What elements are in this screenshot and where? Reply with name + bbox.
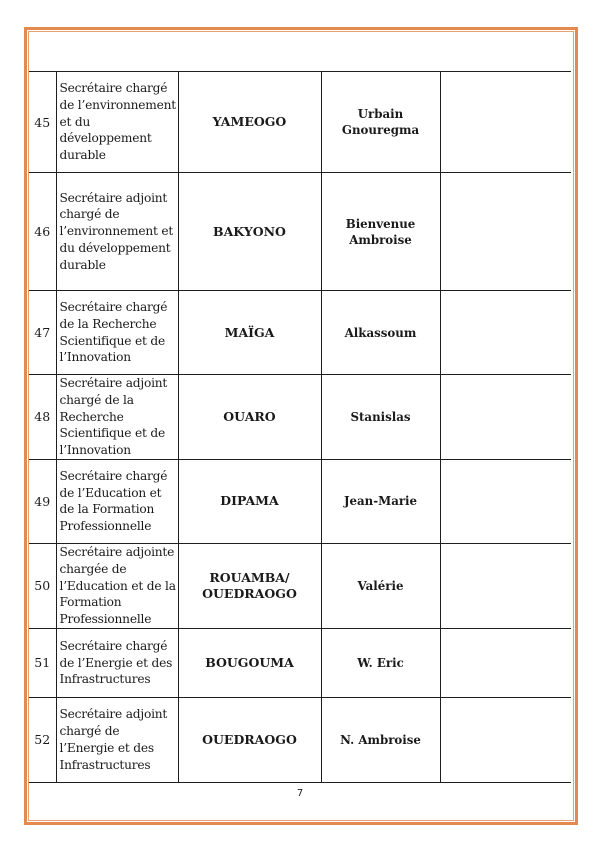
row-number: 51 <box>29 628 56 697</box>
first-name-cell: Alkassoum <box>321 291 440 375</box>
empty-cell <box>440 628 571 697</box>
last-name-cell: OUARO <box>178 375 321 460</box>
first-name-cell: W. Eric <box>321 628 440 697</box>
table-row <box>29 375 571 460</box>
last-name-cell: OUEDRAOGO <box>178 697 321 782</box>
role-cell: Secrétaire chargé de la Recherche Scientifique et de l’Innovation <box>56 291 178 375</box>
table-row <box>29 543 571 628</box>
empty-cell <box>440 697 571 782</box>
page-number: 7 <box>296 788 304 799</box>
first-name-cell: Stanislas <box>321 375 440 460</box>
row-number: 46 <box>29 173 56 291</box>
role-cell: Secrétaire chargé de l’Education et de la Formation Professionnelle <box>56 459 178 543</box>
first-name-cell: Bienvenue Ambroise <box>321 173 440 291</box>
first-name-cell: Jean-Marie <box>321 459 440 543</box>
row-number: 52 <box>29 697 56 782</box>
empty-cell <box>440 72 571 173</box>
table-row <box>29 173 571 291</box>
last-name-cell: ROUAMBA/ OUEDRAOGO <box>178 543 321 628</box>
role-cell: Secrétaire chargé de l’environnement et du développement durable <box>56 72 178 173</box>
table-row <box>29 697 571 782</box>
empty-cell <box>440 543 571 628</box>
row-number: 48 <box>29 375 56 460</box>
last-name-cell: YAMEOGO <box>178 72 321 173</box>
last-name-cell: DIPAMA <box>178 459 321 543</box>
last-name-cell: BAKYONO <box>178 173 321 291</box>
row-number: 49 <box>29 459 56 543</box>
role-cell: Secrétaire adjointe chargée de l’Education et de la Formation Professionnelle <box>56 543 178 628</box>
table-row <box>29 628 571 697</box>
table-row <box>29 291 571 375</box>
table-row <box>29 72 571 173</box>
empty-cell <box>440 375 571 460</box>
row-number: 47 <box>29 291 56 375</box>
row-number: 45 <box>29 72 56 173</box>
officers-table <box>29 71 571 783</box>
empty-cell <box>440 459 571 543</box>
role-cell: Secrétaire adjoint chargé de l’Energie et des Infrastructures <box>56 697 178 782</box>
first-name-cell: Valérie <box>321 543 440 628</box>
empty-cell <box>440 173 571 291</box>
first-name-cell: N. Ambroise <box>321 697 440 782</box>
first-name-cell: Urbain Gnouregma <box>321 72 440 173</box>
empty-cell <box>440 291 571 375</box>
table-row <box>29 459 571 543</box>
last-name-cell: BOUGOUMA <box>178 628 321 697</box>
role-cell: Secrétaire adjoint chargé de l’environnement et du développement durable <box>56 173 178 291</box>
role-cell: Secrétaire chargé de l’Energie et des Infrastructures <box>56 628 178 697</box>
role-cell: Secrétaire adjoint chargé de la Recherche Scientifique et de l’Innovation <box>56 375 178 460</box>
last-name-cell: MAÏGA <box>178 291 321 375</box>
row-number: 50 <box>29 543 56 628</box>
